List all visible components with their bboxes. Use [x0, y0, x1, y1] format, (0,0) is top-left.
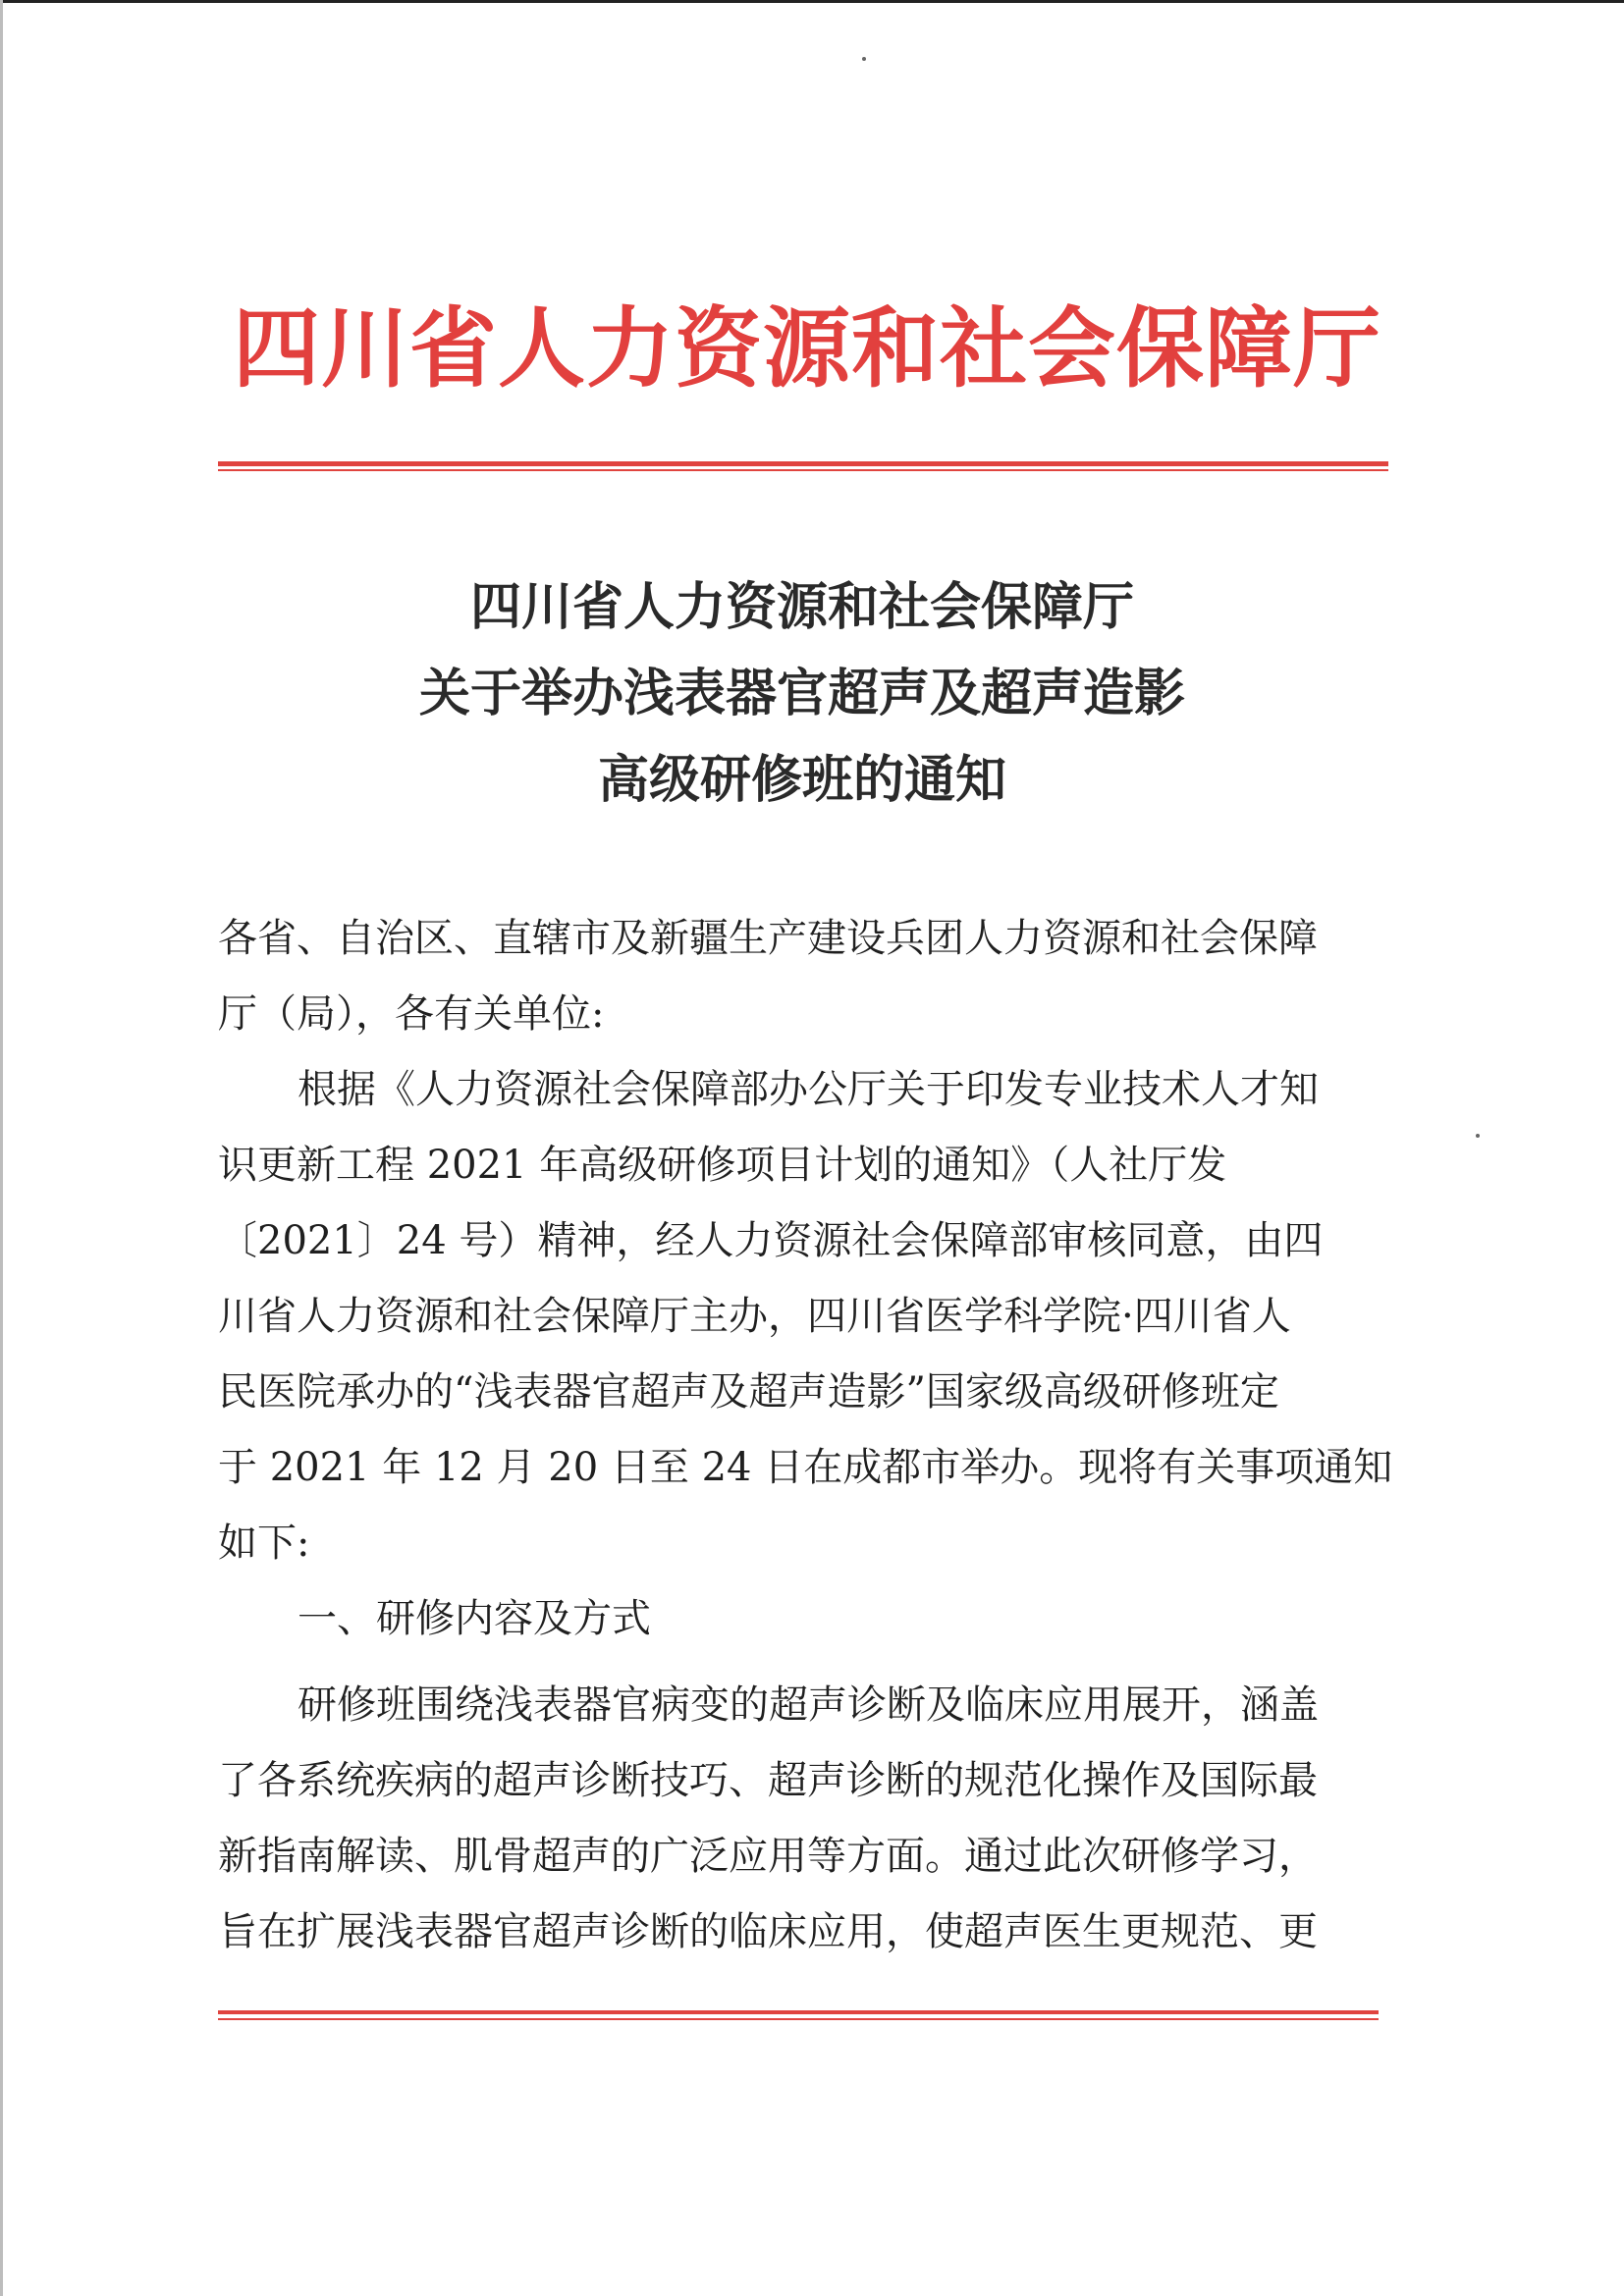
document-title-line-2: 关于举办浅表器官超声及超声造影 [418, 665, 1185, 723]
letterhead-rule-thin [218, 469, 1388, 471]
footer-rule-thin [218, 2018, 1379, 2020]
document-title-line-1: 四川省人力资源和社会保障厅 [469, 578, 1134, 637]
scan-speck [1476, 1134, 1480, 1138]
letterhead-rule [218, 461, 1388, 466]
body-line: 如下: [218, 1521, 310, 1566]
page-top-edge [0, 0, 1624, 3]
document-title [218, 564, 1386, 824]
body-line: 识更新工程 2021 年高级研修项目计划的通知》（人社厅发 [218, 1143, 1227, 1188]
scan-speck [862, 57, 866, 61]
body-line: 〔2021〕24 号）精神，经人力资源社会保障部审核同意，由四 [218, 1218, 1324, 1263]
letterhead-organization: 四川省人力资源和社会保障厅 [233, 296, 1381, 400]
section-heading: 一、研修内容及方式 [298, 1596, 651, 1641]
body-line: 新指南解读、肌骨超声的广泛应用等方面。通过此次研修学习， [218, 1834, 1318, 1879]
page-left-edge [0, 0, 3, 2296]
body-line: 各省、自治区、直辖市及新疆生产建设兵团人力资源和社会保障 [218, 916, 1318, 961]
body-line: 旨在扩展浅表器官超声诊断的临床应用，使超声医生更规范、更 [218, 1909, 1318, 1954]
body-line: 了各系统疾病的超声诊断技巧、超声诊断的规范化操作及国际最 [218, 1758, 1318, 1803]
body-line: 研修班围绕浅表器官病变的超声诊断及临床应用展开，涵盖 [298, 1682, 1319, 1728]
document-title-line-3: 高级研修班的通知 [597, 751, 1006, 810]
body-line: 根据《人力资源社会保障部办公厅关于印发专业技术人才知 [298, 1067, 1319, 1112]
body-line: 民医院承办的“浅表器官超声及超声造影”国家级高级研修班定 [218, 1369, 1279, 1415]
body-line: 厅（局），各有关单位: [218, 991, 605, 1037]
body-line: 于 2021 年 12 月 20 日至 24 日在成都市举办。现将有关事项通知 [218, 1445, 1393, 1490]
footer-rule [218, 2010, 1379, 2014]
body-line: 川省人力资源和社会保障厅主办，四川省医学科学院·四川省人 [218, 1294, 1291, 1339]
